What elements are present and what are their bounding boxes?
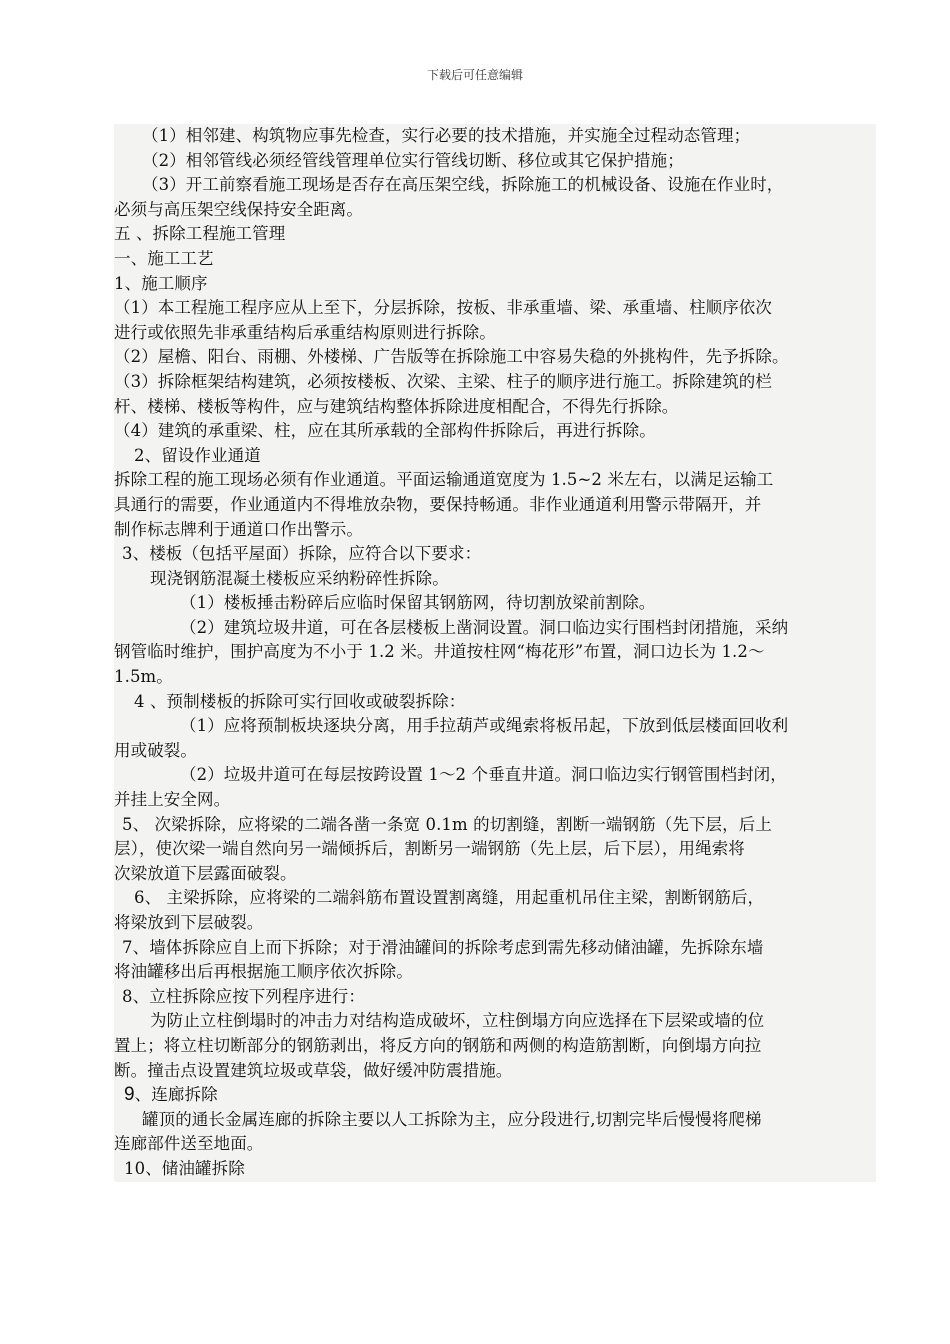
section-9-number: 9 [124, 1084, 135, 1106]
text-line: 一、施工工艺 [114, 248, 214, 268]
section-9-body-line-1: 罐顶的通长金属连廊的拆除主要以人工拆除为主，应分段进行,切割完毕后慢慢将爬梯 [142, 1109, 762, 1129]
text-line: （1）应将预制板块逐块分离，用手拉葫芦或绳索将板吊起，下放到低层楼面回收利 [180, 716, 789, 736]
text-line: 断。撞击点设置建筑垃圾或草袋，做好缓冲防震措施。 [114, 1060, 513, 1080]
section-9-body-line-2: 连廊部件送至地面。 [114, 1134, 264, 1154]
text-line: 置上；将立柱切断部分的钢筋剥出，将反方向的钢筋和两侧的构造筋割断，向倒塌方向拉 [114, 1035, 762, 1055]
text-line: 必须与高压架空线保持安全距离。 [114, 199, 363, 219]
text-line: 并挂上安全网。 [114, 790, 231, 810]
text-line: （4）建筑的承重梁、柱，应在其所承载的全部构件拆除后，再进行拆除。 [114, 421, 656, 441]
text-line: 钢管临时维护，围护高度为不小于 1.2 米。井道按柱网“梅花形”布置，洞口边长为 1.2～ [114, 642, 765, 662]
text-line: 杆、楼梯、楼板等构件，应与建筑结构整体拆除进度相配合，不得先行拆除。 [114, 396, 679, 416]
text-line: 将油罐移出后再根据施工顺序依次拆除。 [114, 962, 413, 982]
text-line: （2）垃圾井道可在每层按跨设置 1～2 个垂直井道。洞口临边实行钢管围档封闭， [180, 765, 787, 785]
text-line: （2）屋檐、阳台、雨棚、外楼梯、广告版等在拆除施工中容易失稳的外挑构件，先予拆除。 [114, 347, 789, 367]
text-line: 拆除工程的施工现场必须有作业通道。平面运输通道宽度为 1.5~2 米左右，以满足运输工 [114, 470, 774, 490]
section-9-heading [114, 1083, 876, 1108]
text-line: 7、墙体拆除应自上而下拆除；对于滑油罐间的拆除考虑到需先移动储油罐，先拆除东墙 [122, 937, 764, 957]
document-body [114, 124, 876, 1182]
text-line: 为防止立柱倒塌时的冲击力对结构造成破坏，立柱倒塌方向应选择在下层梁或墙的位 [150, 1011, 765, 1031]
text-line: 层），使次梁一端自然向另一端倾拆后，割断另一端钢筋（先上层，后下层），用绳索将 [114, 839, 745, 859]
text-line: （3）开工前察看施工现场是否存在高压架空线，拆除施工的机械设备、设施在作业时， [142, 175, 784, 195]
text-line: （1）相邻建、构筑物应事先检查，实行必要的技术措施，并实施全过程动态管理； [142, 126, 751, 145]
text-line: 1.5m。 [114, 667, 173, 687]
text-line: （3）拆除框架结构建筑，必须按楼板、次梁、主梁、柱子的顺序进行施工。拆除建筑的栏 [114, 371, 772, 391]
text-line: 现浇钢筋混凝土楼板应采纳粉碎性拆除。 [150, 568, 449, 588]
text-line: 1、施工顺序 [114, 273, 208, 293]
section-9-title: 、连廊拆除 [134, 1085, 218, 1105]
text-line: 五 、拆除工程施工管理 [114, 224, 286, 244]
text-line: 2、留设作业通道 [134, 445, 261, 465]
text-line: （1）本工程施工程序应从上至下，分层拆除，按板、非承重墙、梁、承重墙、柱顺序依次 [114, 298, 772, 318]
text-line: （2）建筑垃圾井道，可在各层楼板上凿洞设置。洞口临边实行围档封闭措施，采纳 [180, 617, 789, 637]
text-line: 5、 次梁拆除，应将梁的二端各凿一条宽 0.1m 的切割缝，割断一端钢筋（先下层，后上 [122, 814, 772, 834]
section-10-heading: 10、储油罐拆除 [124, 1158, 245, 1178]
text-line: 用或破裂。 [114, 740, 197, 760]
text-line: 将梁放到下层破裂。 [114, 913, 264, 932]
text-line: 6、 主梁拆除，应将梁的二端斜筋布置设置割离缝，用起重机吊住主梁，割断钢筋后， [134, 888, 765, 908]
numbered-clauses [114, 124, 876, 1083]
text-line: 具通行的需要，作业通道内不得堆放杂物，要保持畅通。非作业通道利用警示带隔开，并 [114, 494, 762, 514]
text-line: 次梁放道下层露面破裂。 [114, 863, 297, 883]
text-line: 进行或依照先非承重结构后承重结构原则进行拆除。 [114, 322, 496, 342]
text-line: 制作标志牌利于通道口作出警示。 [114, 519, 363, 539]
text-line: 3、楼板（包括平屋面）拆除，应符合以下要求： [122, 544, 482, 564]
text-line: 4 、预制楼板的拆除可实行回收或破裂拆除： [134, 691, 466, 711]
text-line: （2）相邻管线必须经管线管理单位实行管线切断、移位或其它保护措施； [142, 150, 684, 170]
page-header: 下载后可任意编辑 [426, 68, 523, 82]
text-line: 8、立柱拆除应按下列程序进行： [122, 986, 365, 1006]
text-line: （1）楼板捶击粉碎后应临时保留其钢筋网，待切割放梁前割除。 [180, 593, 656, 613]
